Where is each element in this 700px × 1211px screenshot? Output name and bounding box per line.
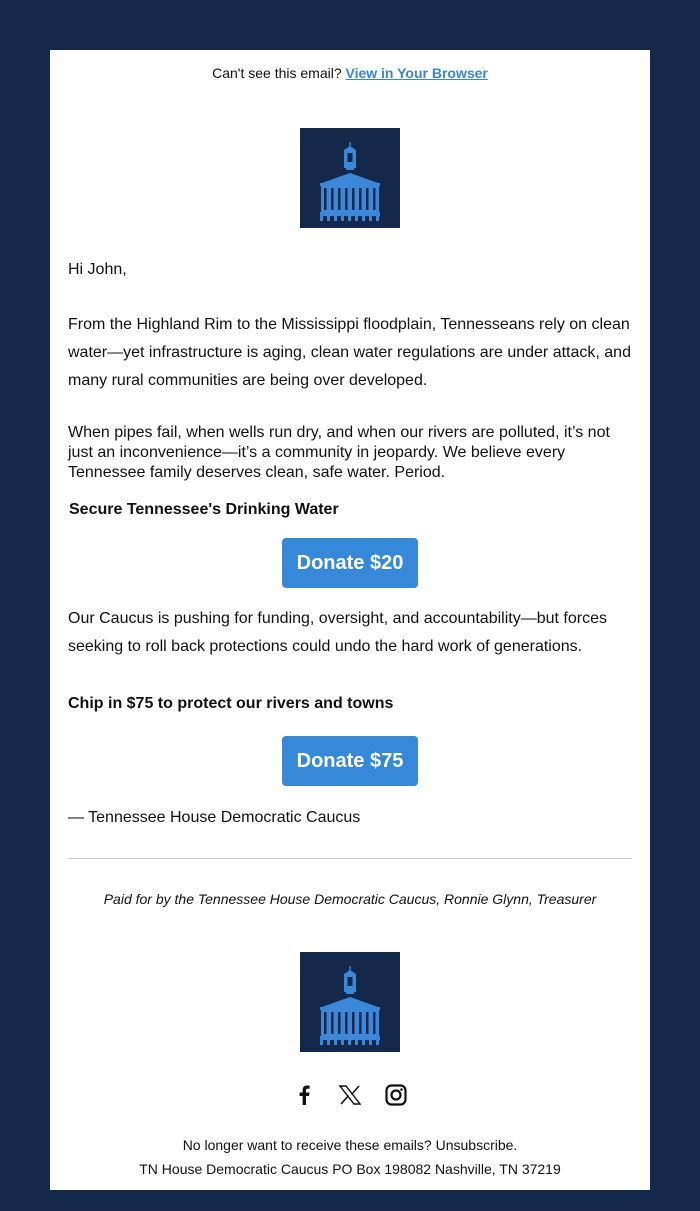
preheader-text: Can't see this email? <box>212 65 342 81</box>
donate-75-button[interactable]: Donate $75 <box>282 736 418 786</box>
preheader <box>50 65 650 81</box>
x-twitter-icon[interactable] <box>338 1082 362 1108</box>
footer-logo <box>300 952 400 1052</box>
unsubscribe-text[interactable]: No longer want to receive these emails? Unsubscribe. <box>182 1137 518 1153</box>
social-links <box>50 1082 650 1108</box>
greeting: Hi John, <box>68 261 127 278</box>
view-in-browser-link[interactable]: View in Your Browser <box>345 65 488 81</box>
heading-secure-water: Secure Tennessee's Drinking Water <box>69 501 339 518</box>
instagram-icon[interactable] <box>384 1082 408 1108</box>
paragraph-1: From the Highland Rim to the Mississippi floodplain, Tennesseans rely on clean water—yet infrastructure is aging, clean water regulations are under attack, and many rural communities are being over developed. <box>68 316 631 389</box>
facebook-icon[interactable] <box>292 1082 316 1108</box>
donate-20-button[interactable]: Donate $20 <box>282 538 418 588</box>
email-card <box>50 50 650 1190</box>
paragraph-2: When pipes fail, when wells run dry, and when our rivers are polluted, it’s not just an inconvenience—it’s a community in jeopardy. We believe every Tennessee family deserves clean, safe water. Period. <box>68 424 610 481</box>
signature: — Tennessee House Democratic Caucus <box>68 809 361 826</box>
heading-chip-in: Chip in $75 to protect our rivers and towns <box>68 695 394 712</box>
header-logo <box>300 128 400 228</box>
divider <box>68 858 632 859</box>
paid-for-disclaimer: Paid for by the Tennessee House Democratic Caucus, Ronnie Glynn, Treasurer <box>103 891 597 907</box>
mailing-address: TN House Democratic Caucus PO Box 198082 Nashville, TN 37219 <box>139 1161 561 1177</box>
capitol-icon <box>300 128 400 228</box>
capitol-icon <box>300 952 400 1052</box>
paragraph-3: Our Caucus is pushing for funding, oversight, and accountability—but forces seeking to roll back protections could undo the hard work of generations. <box>68 610 607 655</box>
